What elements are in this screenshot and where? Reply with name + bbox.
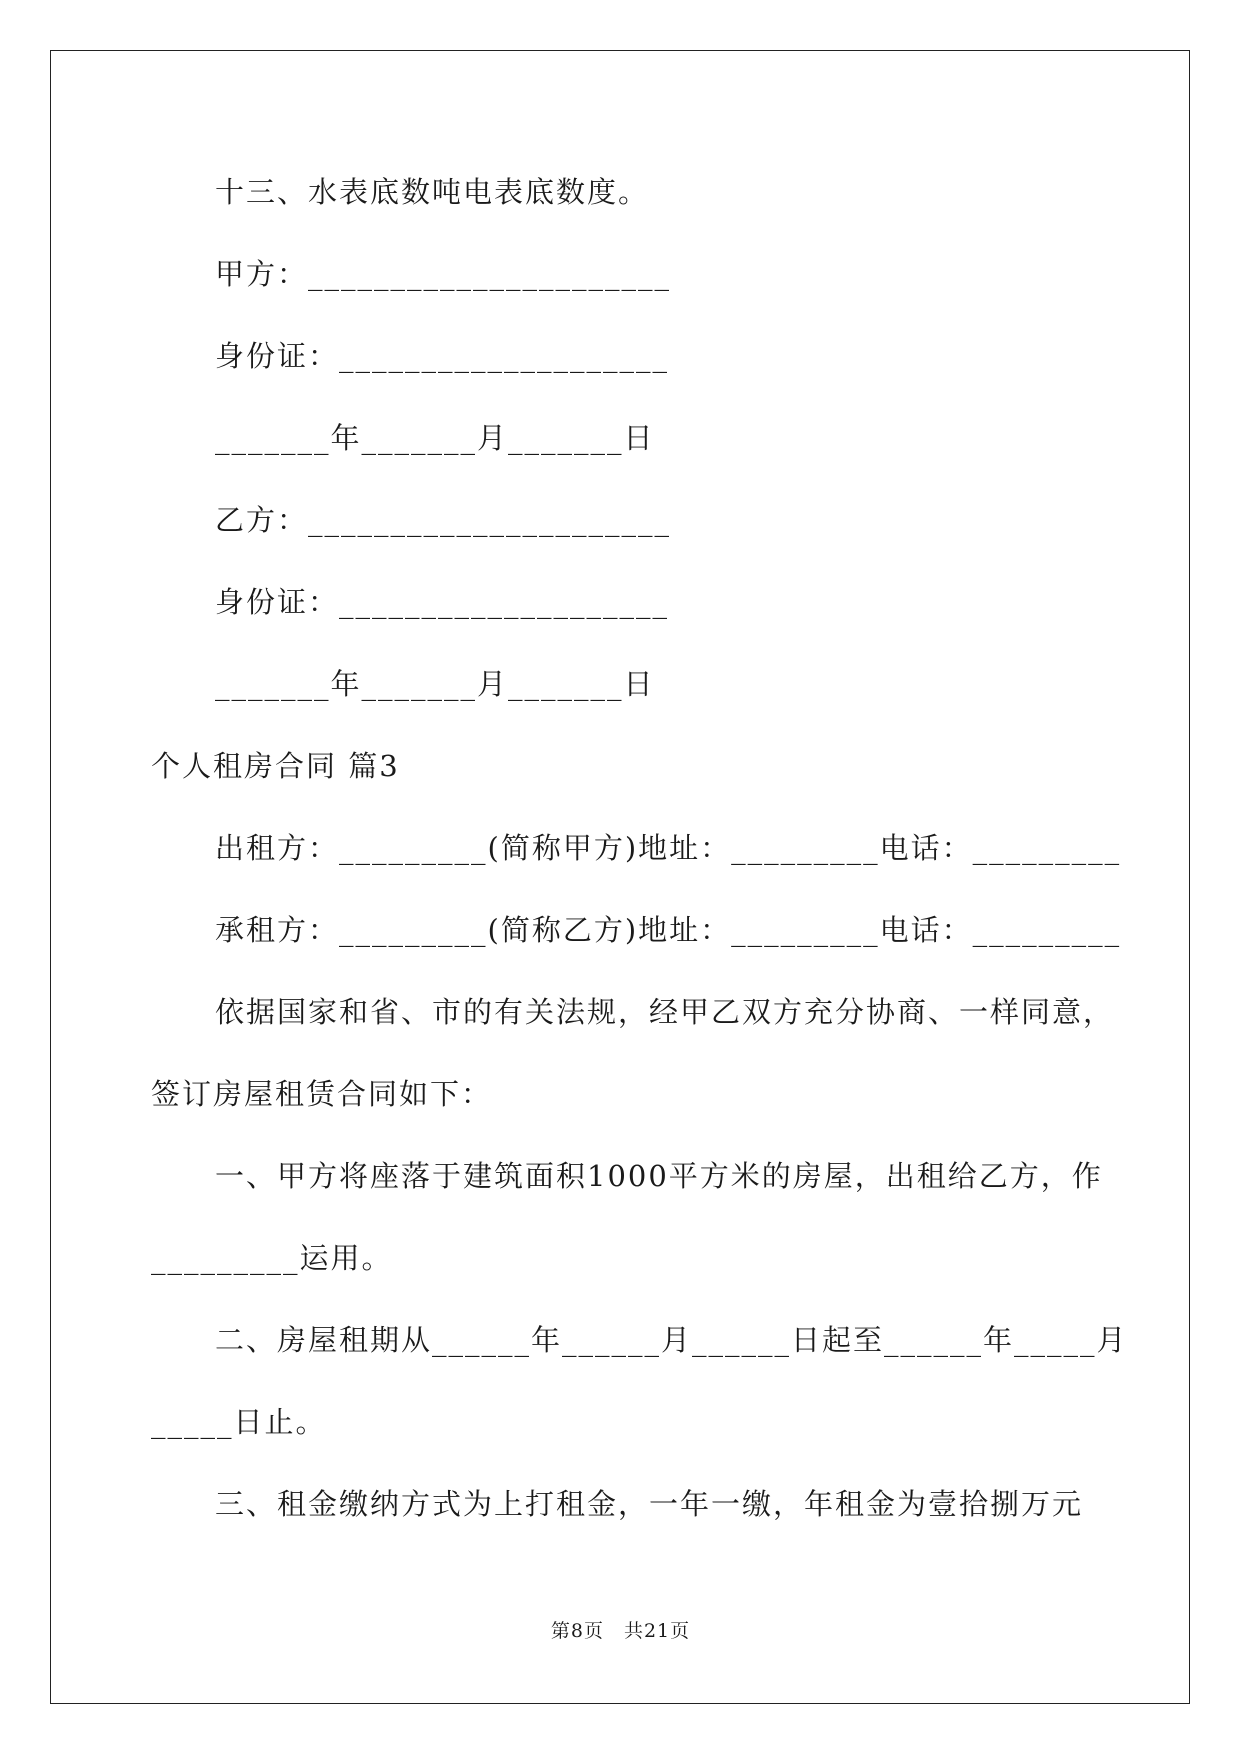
- clause-1-line-1: 一、甲方将座落于建筑面积1000平方米的房屋，出租给乙方，作: [215, 1159, 1103, 1193]
- lessor-info-line: 出租方：_________(简称甲方)地址：_________电话：_________: [215, 831, 1122, 865]
- party-a-name-line: 甲方：______________________: [215, 257, 672, 291]
- clause-13-meter-readings: 十三、水表底数吨电表底数度。: [215, 175, 650, 209]
- clause-2-line-2: _____日止。: [151, 1405, 327, 1439]
- party-a-date-line: _______年_______月_______日: [215, 421, 655, 455]
- page-border: [50, 50, 1190, 1704]
- clause-1-line-2: _________运用。: [151, 1241, 393, 1275]
- section-heading: 个人租房合同 篇3: [151, 749, 400, 783]
- intro-paragraph-line-1: 依据国家和省、市的有关法规，经甲乙双方充分协商、一样同意，: [215, 995, 1115, 1029]
- party-b-date-line: _______年_______月_______日: [215, 667, 655, 701]
- clause-3-line-1: 三、租金缴纳方式为上打租金，一年一缴，年租金为壹拾捌万元: [215, 1487, 1084, 1521]
- party-a-id-line: 身份证：____________________: [215, 339, 670, 373]
- intro-paragraph-line-2: 签订房屋租赁合同如下：: [151, 1077, 493, 1111]
- lessee-info-line: 承租方：_________(简称乙方)地址：_________电话：_________: [215, 913, 1122, 947]
- party-b-id-line: 身份证：____________________: [215, 585, 670, 619]
- clause-2-line-1: 二、房屋租期从______年______月______日起至______年_____月: [215, 1323, 1128, 1357]
- page-number-footer: 第8页 共21页: [550, 1620, 691, 1642]
- party-b-name-line: 乙方：______________________: [215, 503, 672, 537]
